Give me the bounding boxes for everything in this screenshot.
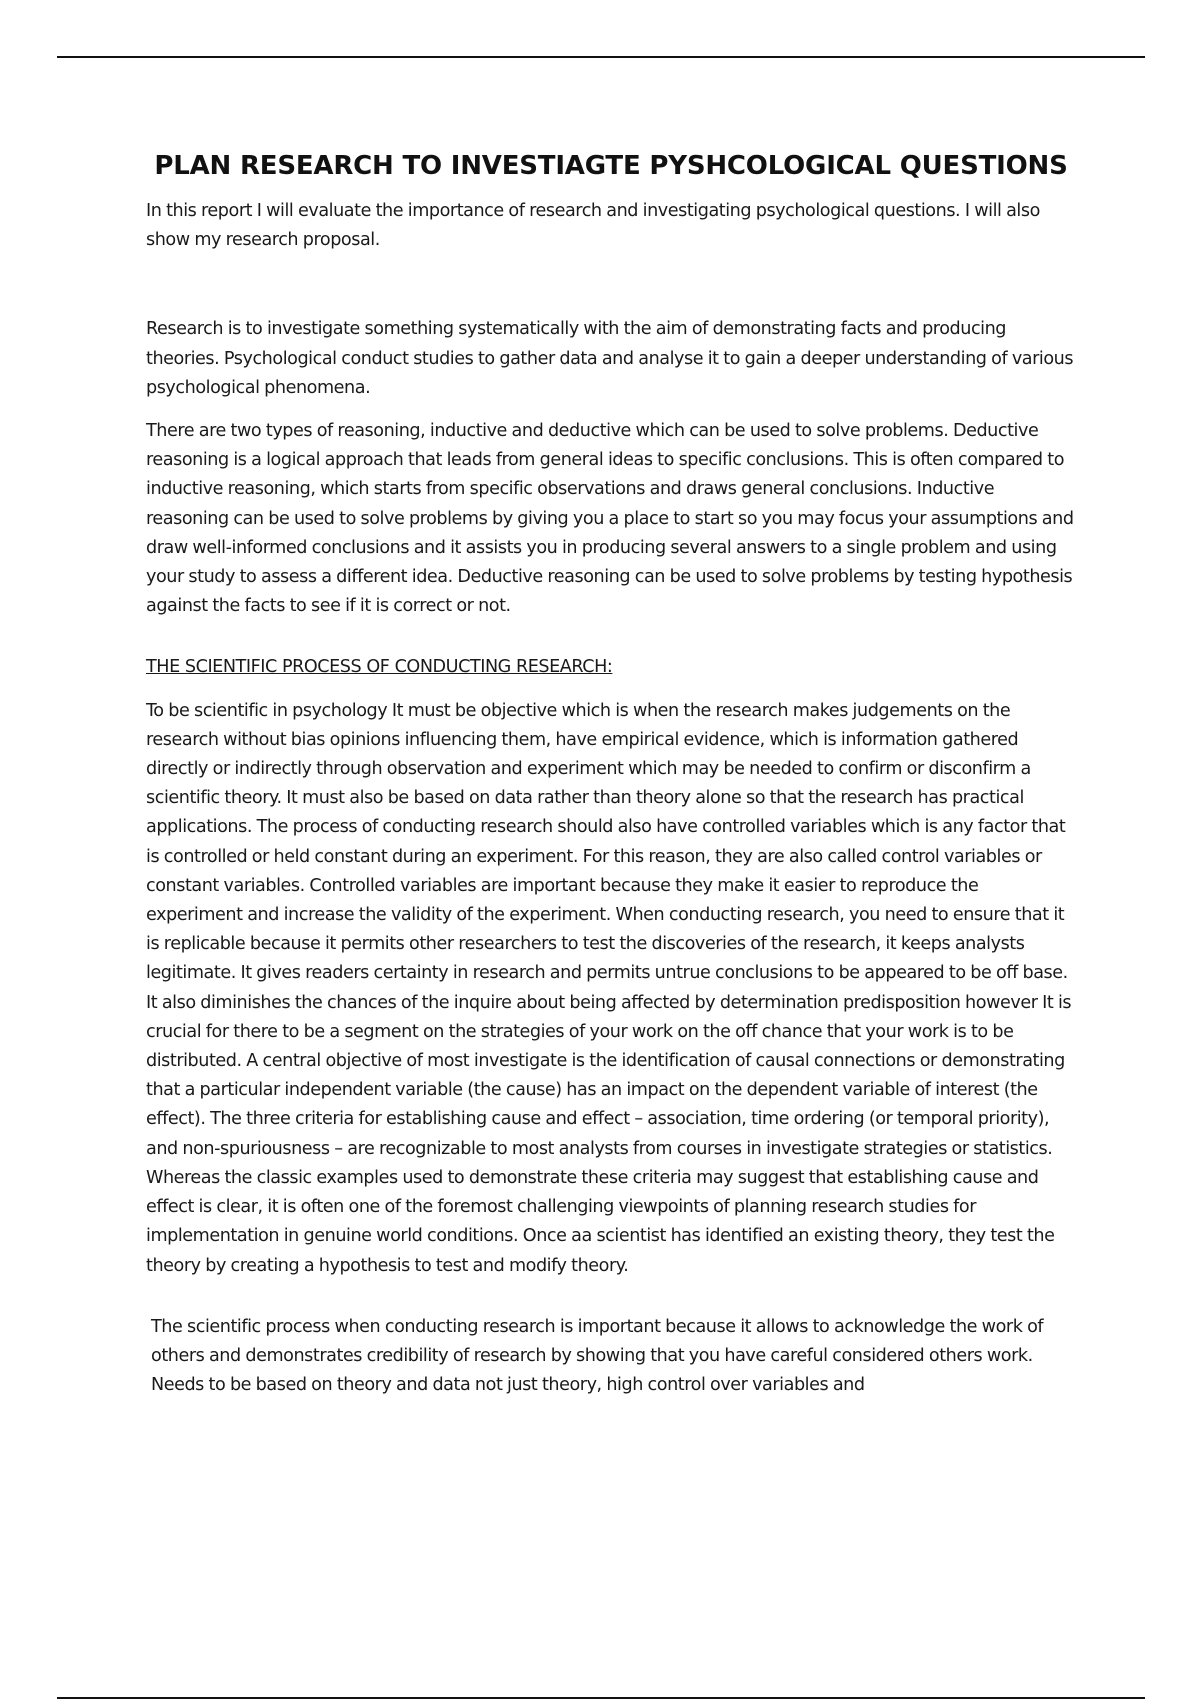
document-title: PLAN RESEARCH TO INVESTIAGTE PYSHCOLOGICAL QUESTIONS [154,151,1068,181]
body-paragraph: Research is to investigate something systematically with the aim of demonstrating facts and producing theories. Psychological conduct studies to gather data and analyse it to gain a deeper understanding of various psychological phenomena. [146,319,1074,398]
body-paragraph: There are two types of reasoning, inductive and deductive which can be used to solve problems. Deductive reasoning is a logical approach that leads from general ideas to specific conclusions. This is often compared to inductive reasoning, which starts from specific observations and draws general conclusions. Inductive reasoning can be used to solve problems by giving you a place to start so you may focus your assumptions and draw well-informed conclusions and it assists you in producing several answers to a single problem and using your study to assess a different idea. Deductive reasoning can be used to solve problems by testing hypothesis against the facts to see if it is correct or not. [146,421,1074,617]
spacer [146,621,1076,653]
spacer [146,683,1076,697]
document-body [146,147,1076,1400]
section-paragraph: The scientific process when conducting research is important because it allows to acknowledge the work of others and demonstrates credibility of research by showing that you have careful considered others work. Needs to be based on theory and data not just theory, high control over variables and [151,1316,1044,1396]
spacer [146,403,1076,417]
section-heading: THE SCIENTIFIC PROCESS OF CONDUCTING RESEARCH: [146,657,613,678]
intro-paragraph: In this report I will evaluate the importance of research and investigating psychological questions. I will also show my research proposal. [146,201,1040,251]
bottom-rule [57,1697,1145,1699]
spacer [146,1281,1076,1313]
top-rule [57,56,1145,58]
spacer [146,255,1076,315]
section-paragraph: To be scientific in psychology It must be objective which is when the research makes judgements on the research without bias opinions influencing them, have empirical evidence, which is information gathered directly or indirectly through observation and experiment which may be needed to confirm or disconfirm a scientific theory. It must also be based on data rather than theory alone so that the research has practical applications. The process of conducting research should also have controlled variables which is any factor that is controlled or held constant during an experiment. For this reason, they are also called control variables or constant variables. Controlled variables are important because they make it easier to reproduce the experiment and increase the validity of the experiment. When conducting research, you need to ensure that it is replicable because it permits other researchers to test the discoveries of the research, it keeps analysts legitimate. It gives readers certainty in research and permits untrue conclusions to be appeared to be off base. It also diminishes the chances of the inquire about being affected by determination predisposition however It is crucial for there to be a segment on the strategies of your work on the off chance that your work is to be distributed. A central objective of most investigate is the identification of causal connections or demonstrating that a particular independent variable (the cause) has an impact on the dependent variable of interest (the effect). The three criteria for establishing cause and effect – association, time ordering (or temporal priority), and non-spuriousness – are recognizable to most analysts from courses in investigate strategies or statistics. Whereas the classic examples used to demonstrate these criteria may suggest that establishing cause and effect is clear, it is often one of the foremost challenging viewpoints of planning research studies for implementation in genuine world conditions. Once aa scientist has identified an existing theory, they test the theory by creating a hypothesis to test and modify theory. [146,700,1072,1276]
